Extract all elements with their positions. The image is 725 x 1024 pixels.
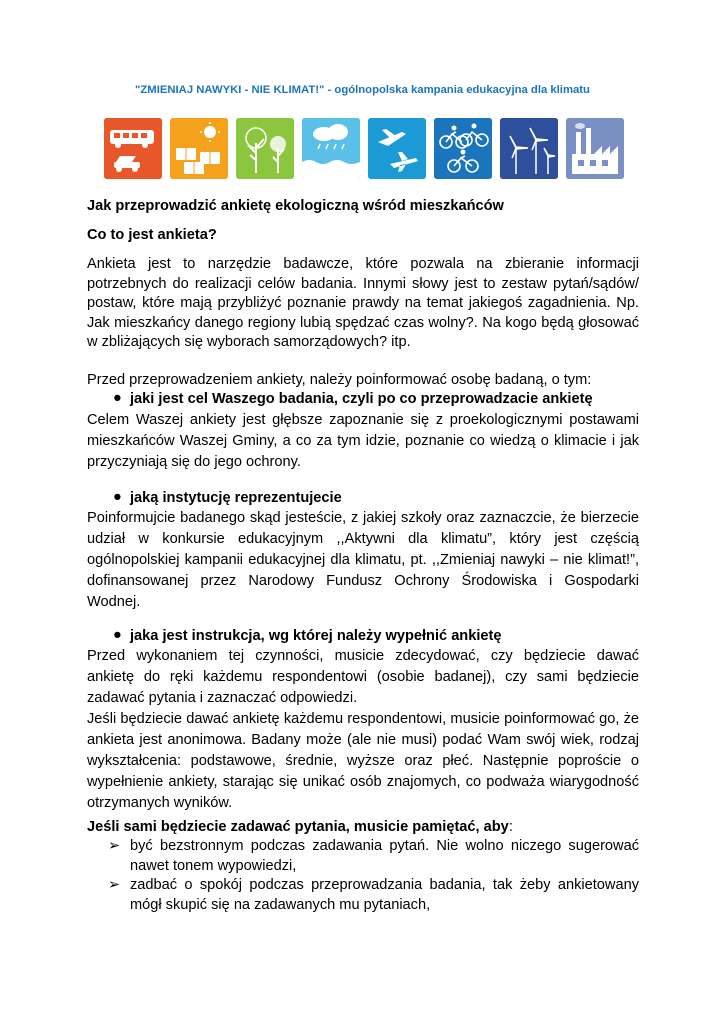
wind-turbine-icon [500,118,558,179]
text-line: ogólnopolskiej kampanii edukacyjnej dla klimatu, pt. ,,Zmieniaj nawyki – nie klimat!”, [87,552,639,568]
solar-panel-icon [170,118,228,179]
questions-heading-line [87,818,639,838]
bullet2-paragraph [87,508,639,613]
text-line: otrzymanych wyników. [87,795,233,811]
rain-cloud-icon [302,118,360,179]
arrow-bullet-icon: ➢ [108,838,121,854]
text-line: dofinansowanej przez Narodowy Fundusz Ochrony Środowiska i Gospodarki [87,573,639,589]
text-line: potrzebnych do realizacji celów badania. Innymi słowy jest to zestaw pytań/sądów/ [87,275,639,292]
bullet2-title: jaką instytucję reprezentujecie [130,490,342,506]
text-line: Wodnej. [87,594,141,610]
text-line: mieszkańców Waszej Gminy, a co za tym idzie, poznanie co wiedzą o klimacie i jak [87,433,639,449]
factory-icon [566,118,624,179]
bullet3-paragraph [87,646,639,814]
list-item [108,876,639,918]
text-line: Jeśli będziecie dawać ankietę każdemu respondentowi, musicie poinformować go, że [87,711,639,727]
text-line: zadawać pytania i zaznaczać odpowiedzi. [87,690,358,706]
text-line: nawet tonem wypowiedzi, [130,857,297,874]
bullet-icon: ● [113,627,122,643]
section-heading-what: Co to jest ankieta? [87,227,217,243]
text-line: być bezstronnym podczas zadawania pytań. Nie wolno niczego sugerować [130,838,639,854]
bicycle-icon [434,118,492,179]
text-line: zadbać o spokój podczas przeprowadzania badania, tak żeby ankietowany [130,877,639,893]
text-line: Ankieta jest to narzędzie badawcze, które pozwala na zbieranie informacji [87,256,639,272]
definition-paragraph [87,255,639,353]
questions-heading: Jeśli sami będziecie zadawać pytania, musicie pamiętać, aby [87,819,509,835]
campaign-title: "ZMIENIAJ NAWYKI - NIE KLIMAT!" - ogólnopolska kampania edukacyjna dla klimatu [135,84,590,96]
text-line: postaw, które mają przybliżyć poznanie prawdy na temat jakiegoś zagadnienia. Np. [87,295,639,311]
text-line: udział w konkursie edukacyjnym ,,Aktywni dla klimatu”, który jest częścią [87,531,639,547]
text-line: ankietę do ręki każdemu respondentowi (osobie badanej), czy sami będziecie [87,669,639,685]
list-item [108,837,639,879]
trees-icon [236,118,294,179]
bullet1-paragraph [87,410,639,473]
arrow-bullet-icon: ➢ [108,877,121,893]
text-line: Przed wykonaniem tej czynności, musicie zdecydować, czy będziecie dawać [87,648,639,664]
text-line: Jak mieszkańcy danego regiony lubią spędzać czas wolny?. Na kogo będą głosować [87,314,639,331]
text-line: Celem Waszej ankiety jest głębsze zapoznanie się z proekologicznymi postawami [87,412,639,428]
questions-colon: : [508,819,513,835]
bullet3-title: jaka jest instrukcja, wg której należy wypełnić ankietę [130,628,502,644]
text-line: w zbliżających się wyborach samorządowych? itp. [87,334,411,350]
bullet-icon: ● [113,390,122,406]
bullet1-title: jaki jest cel Waszego badania, czyli po co przeprowadzacie ankietę [130,391,593,407]
transport-icon [104,118,162,179]
text-line: Poinformujcie badanego skąd jesteście, z jakiej szkoły oraz zaznaczcie, że bierzecie [87,510,639,526]
text-line: wykształcenia: podstawowe, średnie, wyższe oraz płeć. Następnie poproście o [87,753,639,769]
bullet-icon: ● [113,489,122,505]
campaign-banner [104,118,622,179]
text-line: wypełnienie ankiety, starając się unikać osób znajomych, co podważa wiarygodność [87,774,639,790]
text-line: mógł skupić się na zadawanych mu pytaniach, [130,896,431,913]
airplane-icon [368,118,426,179]
main-heading: Jak przeprowadzić ankietę ekologiczną wśród mieszkańców [87,198,504,214]
text-line: przyczyniają się do jego ochrony. [87,454,301,470]
text-line: ankieta jest anonimowa. Badany może (ale nie musi) podać Wam swój wiek, rodzaj [87,732,639,748]
intro-paragraph: Przed przeprowadzeniem ankiety, należy poinformować osobę badaną, o tym: [87,372,592,388]
